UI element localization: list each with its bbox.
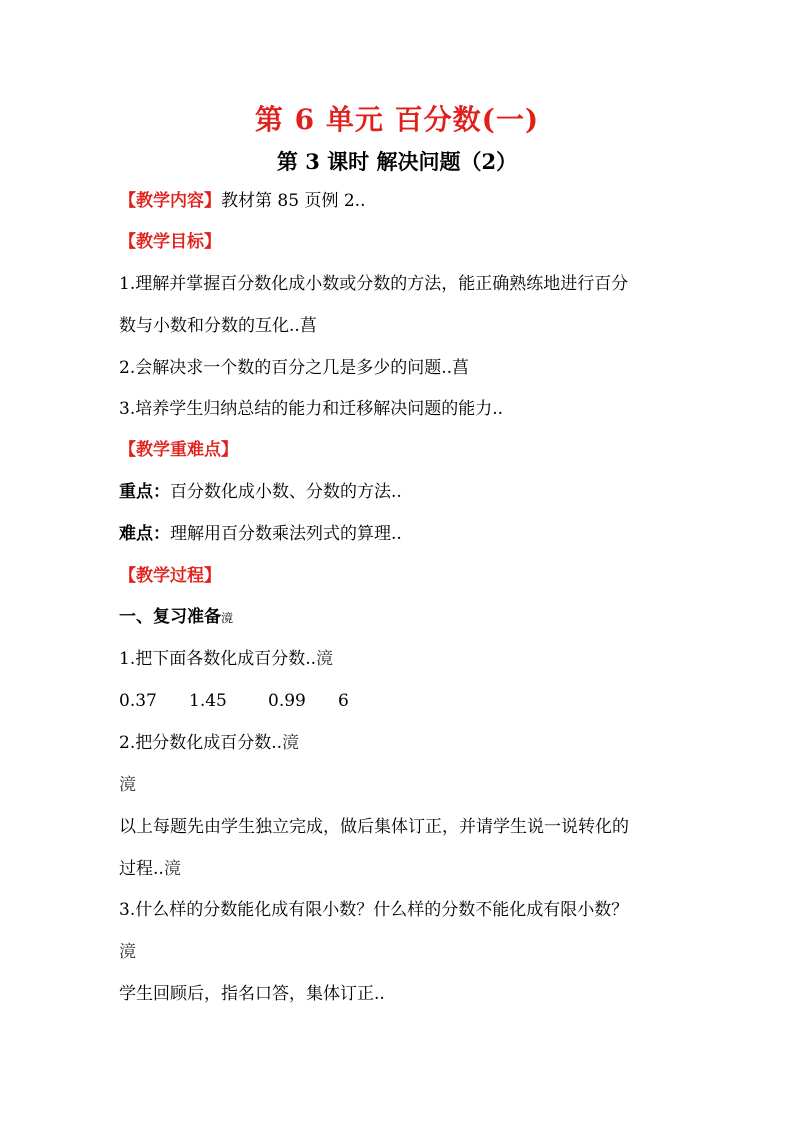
- standalone-mark-2: [119, 940, 136, 964]
- section-1-mark: 滰: [221, 611, 234, 625]
- question-3-line: 3.什么样的分数能化成有限小数？什么样的分数不能化成有限小数？: [119, 900, 629, 920]
- objective-2-text: 2.会解决求一个数的百分之几是多少的问题..: [119, 358, 453, 378]
- teaching-process-heading: [119, 564, 221, 588]
- paragraph-line-1: 以上每题先由学生独立完成，做后集体订正，并请学生说一说转化的: [119, 817, 629, 837]
- teaching-objectives-heading: [119, 230, 221, 254]
- question-1-line: [119, 647, 333, 671]
- number-item: 6: [338, 691, 349, 711]
- question-2-text: 2.把分数化成百分数..: [119, 733, 283, 753]
- section-1-title: 一、复习准备: [119, 607, 221, 627]
- page-title: 第 6 单元 百分数(一): [254, 103, 540, 136]
- teaching-objectives-label: 【教学目标】: [119, 232, 221, 252]
- number-item: 1.45: [189, 691, 227, 711]
- objective-3-line: 3.培养学生归纳总结的能力和迁移解决问题的能力..: [119, 399, 504, 419]
- question-1-text: 1.把下面各数化成百分数..: [119, 649, 317, 669]
- teaching-content-label: 【教学内容】: [119, 191, 221, 211]
- paragraph-text-end: 过程..: [119, 859, 164, 879]
- key-point-label: 重点：: [119, 482, 170, 502]
- section-1-heading: [119, 605, 233, 630]
- paragraph-mark: 滰: [163, 859, 181, 879]
- difficult-point-line: [119, 522, 402, 546]
- key-point-text: 百分数化成小数、分数的方法..: [170, 482, 402, 502]
- number-item: 0.99: [268, 691, 306, 711]
- teaching-content-line: [119, 189, 365, 213]
- difficult-point-label: 难点：: [119, 524, 170, 544]
- question-1-mark: 滰: [316, 649, 334, 669]
- key-point-line: [119, 480, 402, 504]
- objective-2-line: [119, 356, 469, 380]
- difficult-point-text: 理解用百分数乘法列式的算理..: [170, 524, 402, 544]
- key-points-label: 【教学重难点】: [119, 440, 238, 460]
- placeholder-mark: 滰: [119, 942, 136, 962]
- teaching-content-text: 教材第 85 页例 2..: [221, 191, 366, 211]
- key-points-heading: [119, 438, 238, 462]
- question-2-mark: 滰: [282, 733, 300, 753]
- teaching-process-label: 【教学过程】: [119, 566, 221, 586]
- standalone-mark-1: [119, 773, 136, 797]
- numbers-line: [119, 689, 349, 713]
- objective-1-text-end: 数与小数和分数的互化..: [119, 316, 300, 336]
- objective-1-mark: 菖: [299, 316, 317, 336]
- paragraph-line-2: [119, 857, 181, 881]
- lesson-subtitle: 第 3 课时 解决问题（2）: [276, 149, 518, 174]
- objective-2-mark: 菖: [452, 358, 470, 378]
- number-item: 0.37: [119, 691, 157, 711]
- answer-line: 学生回顾后，指名口答，集体订正..: [119, 984, 385, 1004]
- question-2-line: [119, 731, 299, 755]
- objective-1-line-1: 1.理解并掌握百分数化成小数或分数的方法，能正确熟练地进行百分: [119, 274, 629, 294]
- placeholder-mark: 滰: [119, 775, 136, 795]
- objective-1-line-2: [119, 314, 317, 338]
